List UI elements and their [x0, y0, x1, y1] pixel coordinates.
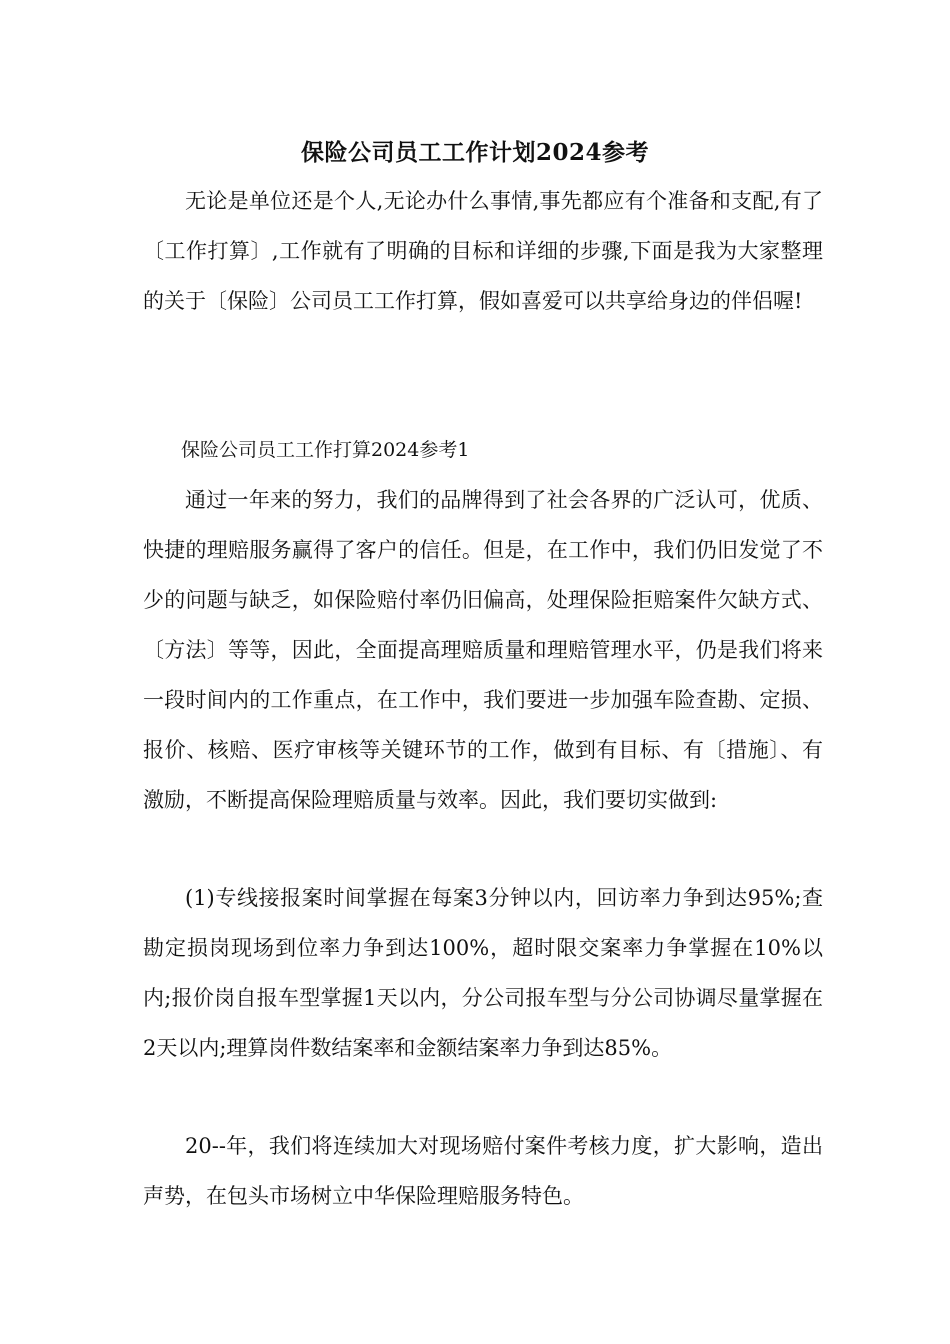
section-heading: 保险公司员工工作打算2024参考1 [181, 439, 470, 461]
list-paragraph-1: (1)专线接报案时间掌握在每案3分钟以内，回访率力争到达95%;查勘定损岗现场到位率力争到达100%，超时限交案率力争掌握在10%以内;报价岗自报车型掌握1天以内，分公司报车型与分公司协调尽量掌握在2天以内;理算岗件数结案率和金额结案率力争到达85%。 [143, 886, 823, 1060]
document-title: 保险公司员工工作计划2024参考 [300, 139, 649, 166]
intro-paragraph: 无论是单位还是个人,无论办什么事情,事先都应有个准备和支配,有了〔工作打算〕,工作就有了明确的目标和详细的步骤,下面是我为大家整理的关于〔保险〕公司员工工作打算，假如喜爱可以共享给身边的伴侣喔! [143, 189, 823, 313]
body-paragraph-1: 通过一年来的努力，我们的品牌得到了社会各界的广泛认可，优质、快捷的理赔服务赢得了客户的信任。但是，在工作中，我们仍旧发觉了不少的问题与缺乏，如保险赔付率仍旧偏高，处理保险拒赔案件欠缺方式、〔方法〕等等，因此，全面提高理赔质量和理赔管理水平，仍是我们将来一段时间内的工作重点，在工作中，我们要进一步加强车险查勘、定损、报价、核赔、医疗审核等关键环节的工作，做到有目标、有〔措施〕、有激励，不断提高保险理赔质量与效率。因此，我们要切实做到: [143, 488, 823, 812]
body-paragraph-2: 20--年，我们将连续加大对现场赔付案件考核力度，扩大影响，造出声势，在包头市场树立中华保险理赔服务特色。 [143, 1134, 823, 1208]
